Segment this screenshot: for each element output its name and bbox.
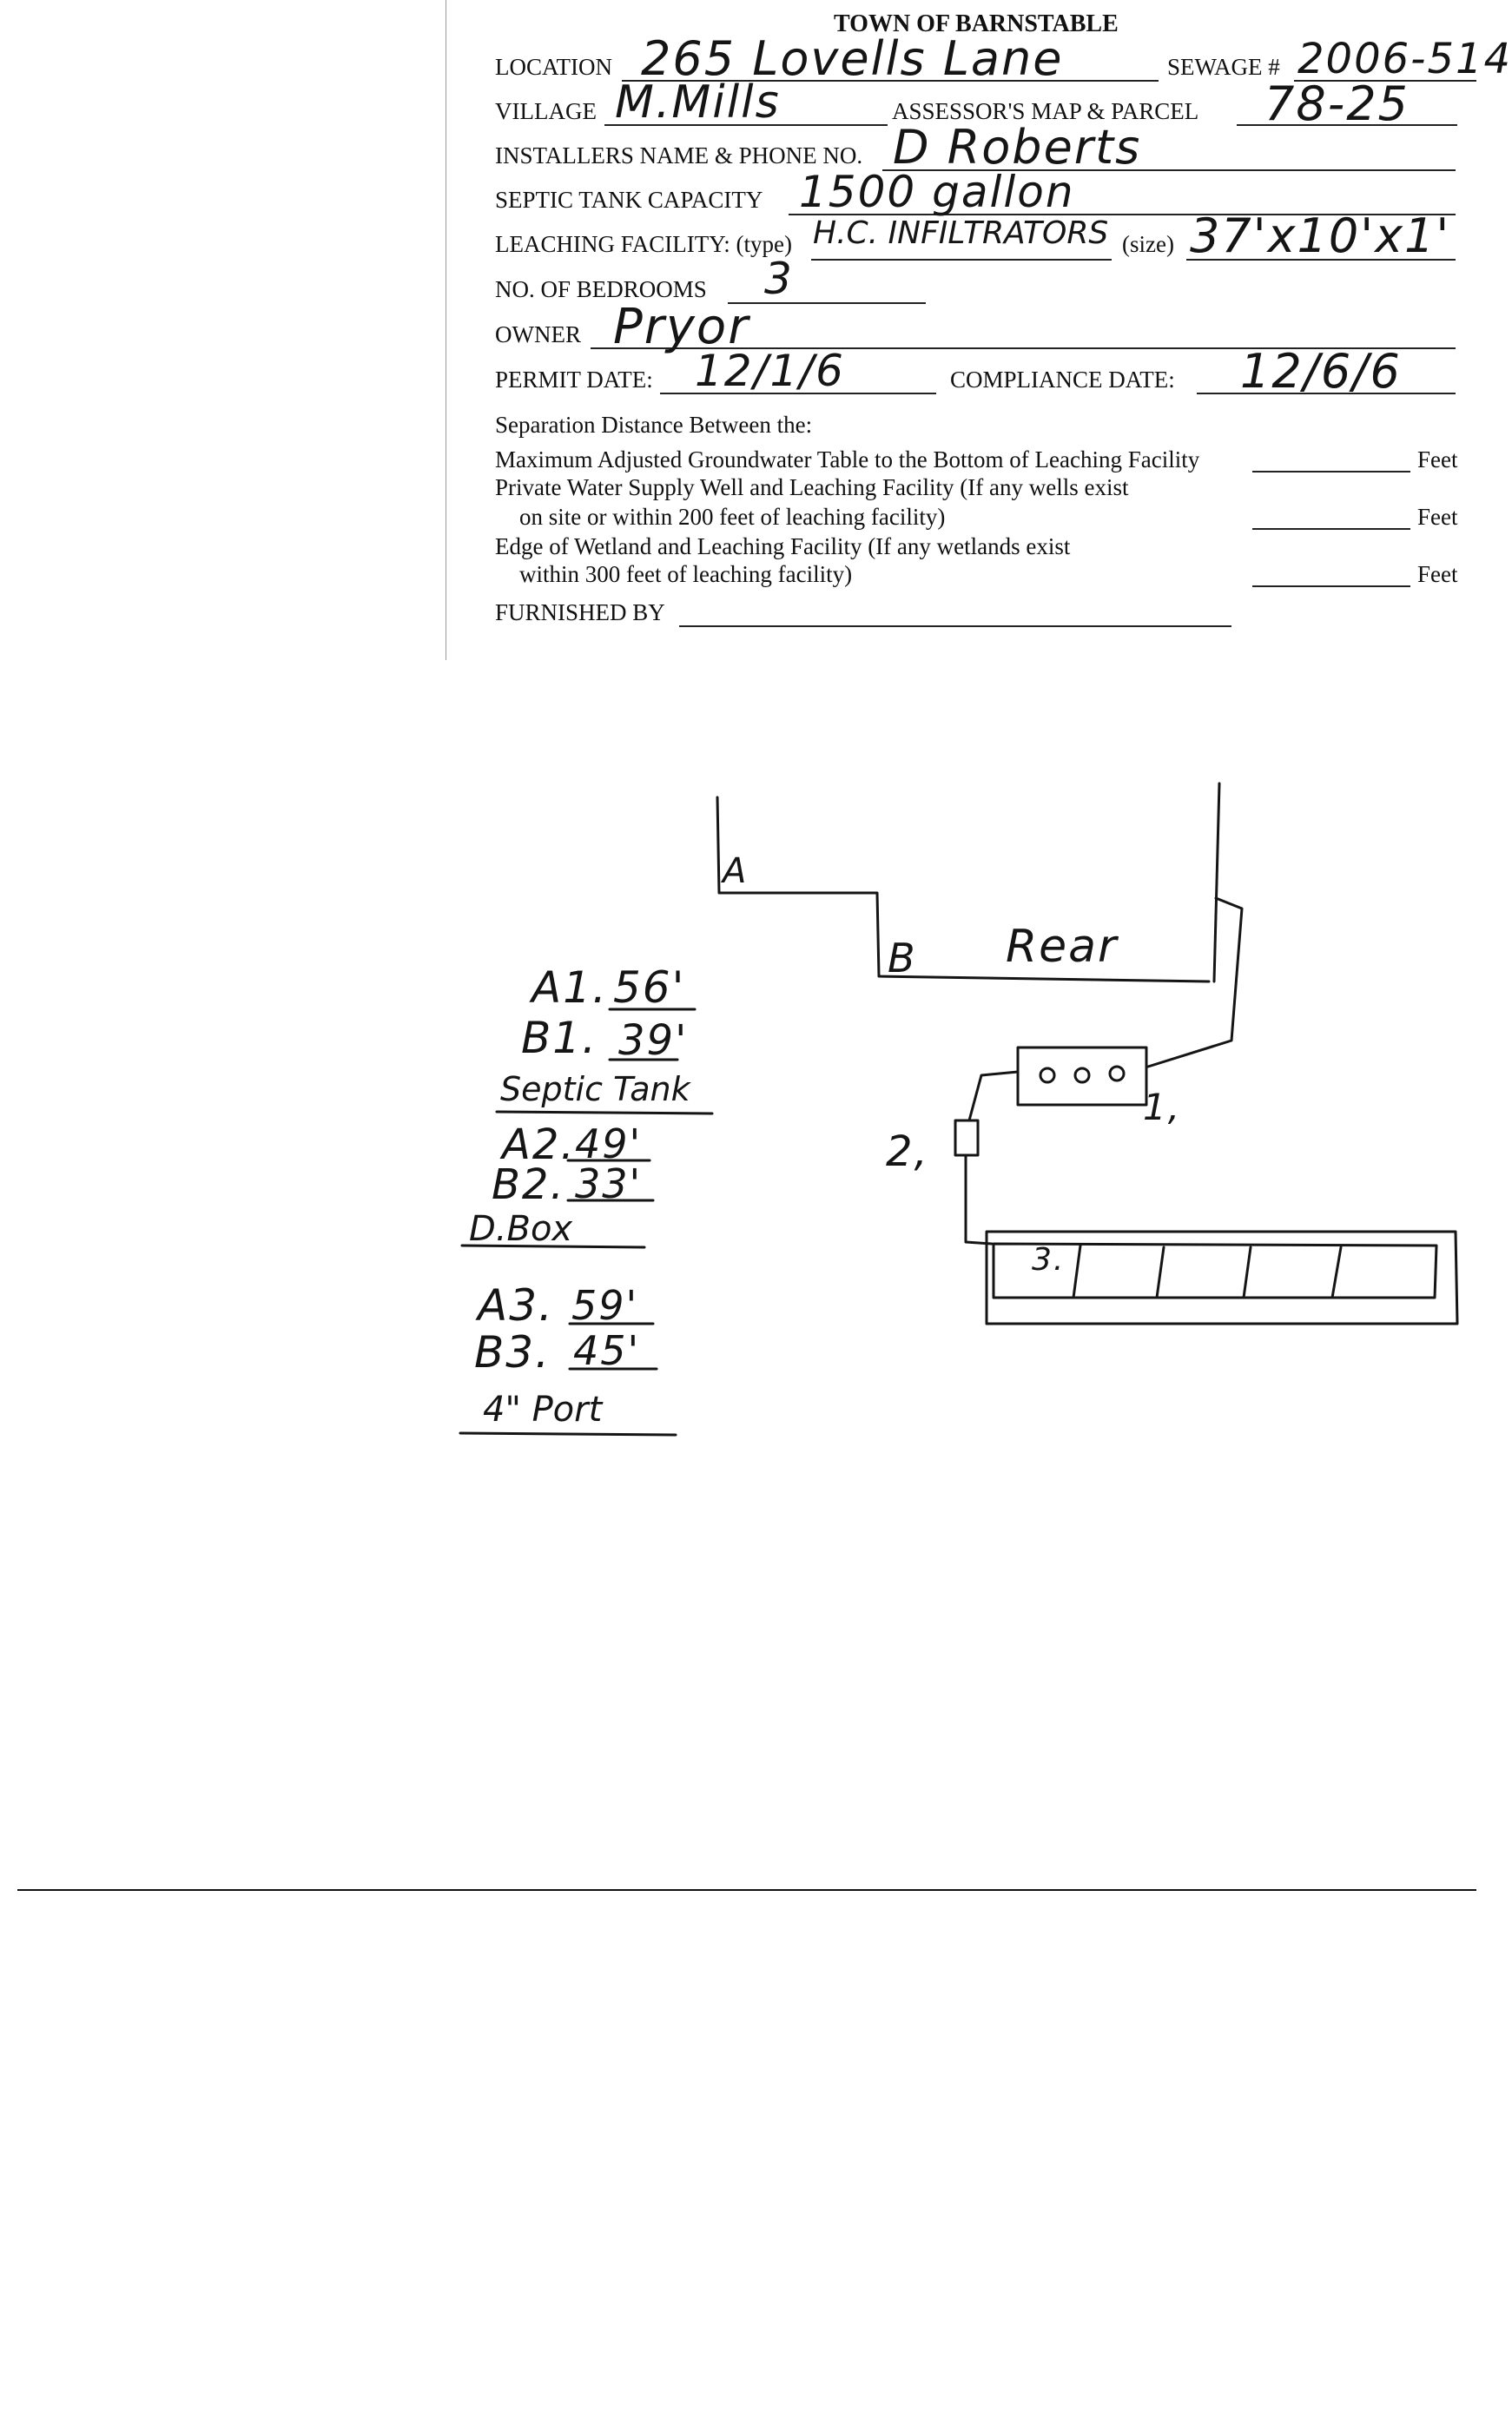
ref3-label: 4" Port [483, 1390, 603, 1430]
a2-label: A2. [502, 1120, 576, 1169]
compliance-date-label: COMPLIANCE DATE: [950, 367, 1175, 393]
septic-tank [1018, 1047, 1146, 1105]
a1-value[interactable]: 56' [613, 962, 686, 1013]
leaching-size-label: (size) [1122, 231, 1174, 257]
permit-date-value[interactable]: 12/1/6 [695, 346, 845, 396]
tank-number-label: 1, [1143, 1086, 1182, 1128]
separation-well-text-1: Private Water Supply Well and Leaching Facility (If any wells exist [495, 474, 1129, 500]
leaching-type-label: LEACHING FACILITY: (type) [495, 231, 792, 257]
separation-well-feet: Feet [1417, 504, 1458, 530]
assessor-value[interactable]: 78-25 [1264, 76, 1410, 131]
chamber-divider-2 [1157, 1247, 1164, 1298]
bedrooms-label: NO. OF BEDROOMS [495, 276, 707, 302]
sewage-label: SEWAGE # [1167, 54, 1280, 80]
a3-label: A3. [478, 1280, 554, 1331]
ref1-underline [497, 1112, 712, 1114]
ref1-label: Septic Tank [500, 1070, 690, 1108]
tank-capacity-value[interactable]: 1500 gallon [799, 167, 1075, 217]
tank-port-2 [1075, 1068, 1089, 1082]
village-value[interactable]: M.Mills [615, 76, 781, 129]
separation-groundwater-feet: Feet [1417, 446, 1458, 473]
corner-a-label: A [723, 851, 749, 891]
village-label: VILLAGE [495, 98, 597, 124]
dbox-number-label: 2, [886, 1127, 929, 1176]
a3-value[interactable]: 59' [571, 1282, 639, 1329]
ref2-label: D.Box [469, 1209, 573, 1249]
sewage-value[interactable]: 2006-514 [1297, 35, 1512, 83]
b1-label: B1. [521, 1013, 598, 1063]
distribution-box [955, 1120, 978, 1155]
b2-value[interactable]: 33' [575, 1160, 643, 1207]
chamber-divider-4 [1332, 1247, 1341, 1298]
tank-port-3 [1110, 1067, 1124, 1081]
corner-b-label: B [888, 935, 917, 981]
location-value[interactable]: 265 Lovells Lane [641, 31, 1064, 86]
separation-well-text-2: on site or within 200 feet of leaching facility) [519, 504, 946, 530]
permit-date-label: PERMIT DATE: [495, 367, 653, 393]
location-label: LOCATION [495, 54, 612, 80]
chamber-divider-3 [1244, 1247, 1251, 1298]
owner-value[interactable]: Pryor [613, 299, 750, 355]
owner-label: OWNER [495, 321, 581, 347]
house-outline-right [1214, 783, 1219, 981]
form-title: TOWN OF BARNSTABLE [834, 10, 1119, 37]
separation-groundwater-text: Maximum Adjusted Groundwater Table to the Bottom of Leaching Facility [495, 446, 1200, 473]
compliance-date-value[interactable]: 12/6/6 [1240, 344, 1402, 399]
rear-label: Rear [1006, 921, 1119, 973]
b1-value[interactable]: 39' [618, 1016, 689, 1065]
chamber-divider-1 [1073, 1246, 1080, 1298]
a2-value[interactable]: 49' [575, 1120, 643, 1167]
furnished-by-label: FURNISHED BY [495, 599, 665, 625]
a1-label: A1. [532, 962, 608, 1013]
tank-port-1 [1040, 1068, 1054, 1082]
tank-capacity-label: SEPTIC TANK CAPACITY [495, 187, 763, 213]
bedrooms-value[interactable]: 3 [764, 254, 794, 304]
b3-label: B3. [474, 1327, 551, 1378]
b2-label: B2. [492, 1160, 565, 1209]
ref3-underline [460, 1433, 676, 1435]
field-number-label: 3. [1032, 1242, 1066, 1278]
assessor-label: ASSESSOR'S MAP & PARCEL [892, 98, 1199, 124]
leaching-size-value[interactable]: 37'x10'x1' [1190, 208, 1451, 263]
separation-wetland-text-1: Edge of Wetland and Leaching Facility (If any wetlands exist [495, 533, 1071, 559]
pipe-tank-to-dbox [969, 1072, 1018, 1120]
separation-wetland-text-2: within 300 feet of leaching facility) [519, 561, 853, 587]
separation-heading: Separation Distance Between the: [495, 412, 813, 438]
installer-label: INSTALLERS NAME & PHONE NO. [495, 142, 863, 169]
b3-value[interactable]: 45' [573, 1327, 641, 1374]
leaching-type-value[interactable]: H.C. INFILTRATORS [813, 215, 1109, 251]
separation-wetland-feet: Feet [1417, 561, 1458, 587]
house-outline [717, 797, 1209, 981]
installer-value[interactable]: D Roberts [893, 120, 1142, 175]
